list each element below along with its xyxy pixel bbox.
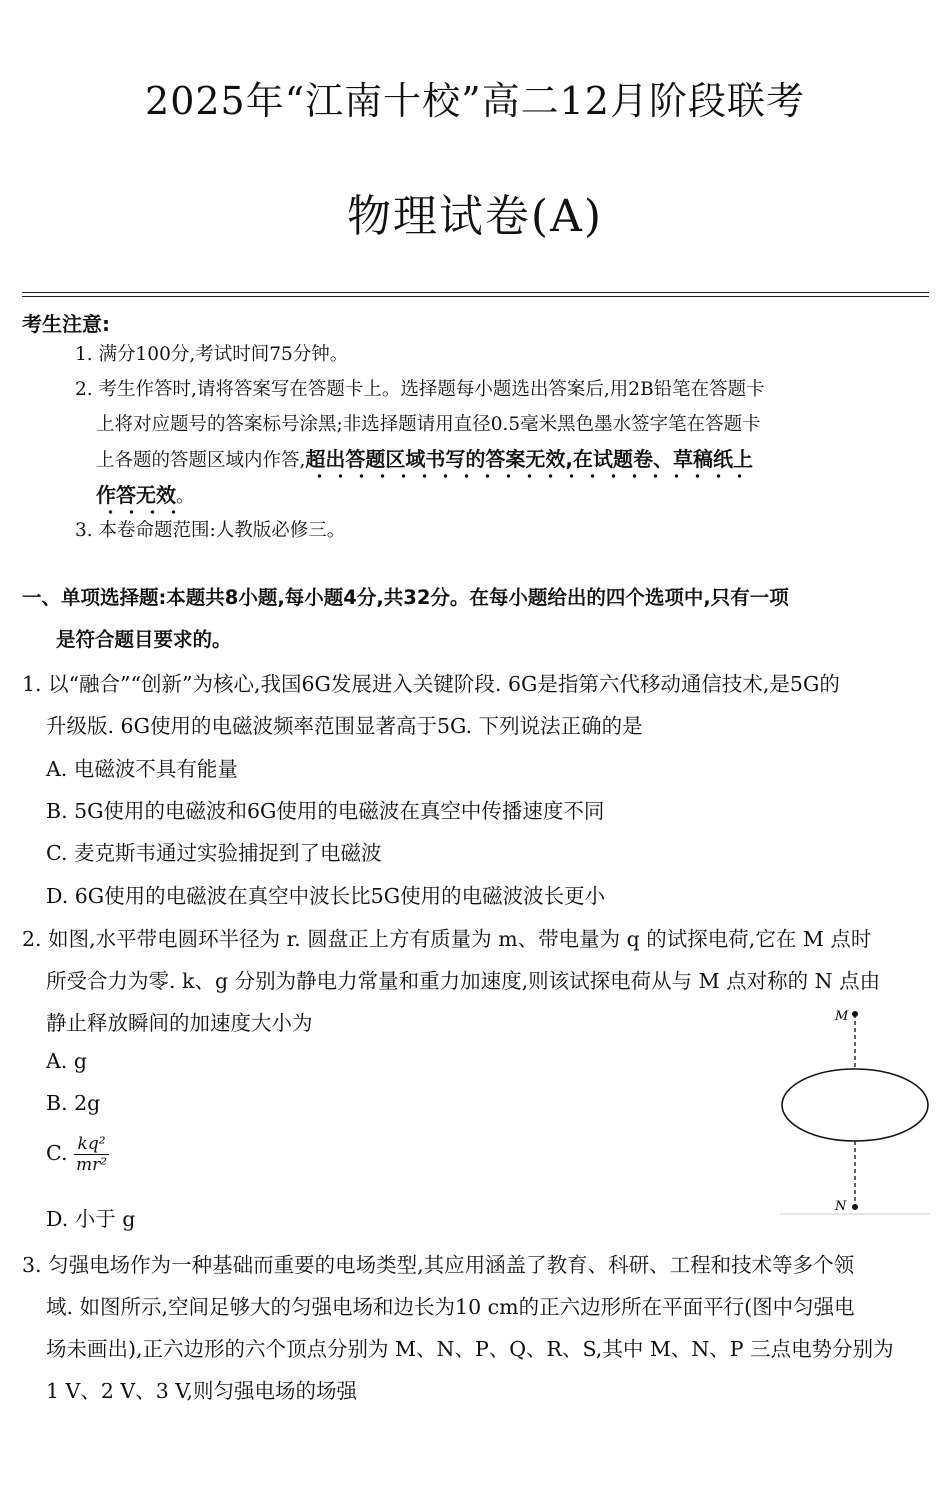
notice-warning-text-2: 作答无效 <box>96 483 176 516</box>
q2-stem-line2: 所受合力为零. k、g 分别为静电力常量和重力加速度,则该试探电荷从与 M 点对称的 N 点由 <box>46 969 881 993</box>
q2-option-b: B. 2g <box>46 1091 101 1115</box>
q3-stem-line3: 场未画出),正六边形的六个顶点分别为 M、N、P、Q、R、S,其中 M、N、P 三点电势分别为 <box>46 1337 894 1361</box>
q1-option-b: B. 5G使用的电磁波和6G使用的电磁波在真空中传播速度不同 <box>46 799 605 823</box>
q2-stem-line1: 2. 如图,水平带电圆环半径为 r. 圆盘正上方有质量为 m、带电量为 q 的试探电荷,它在 M 点时 <box>22 927 872 951</box>
point-n <box>852 1204 858 1210</box>
divider-top <box>22 292 929 293</box>
q2-option-c-fraction <box>74 1134 109 1175</box>
q2-option-d: D. 小于 g <box>46 1207 136 1231</box>
section-heading-line2: 是符合题目要求的。 <box>56 628 232 651</box>
notice-item-2-line4-end: 。 <box>176 486 195 507</box>
notice-item-2-line1: 2. 考生作答时,请将答案写在答题卡上。选择题每小题选出答案后,用2B铅笔在答题卡 <box>75 379 765 400</box>
point-m <box>852 1011 858 1017</box>
q2-stem-line3: 静止释放瞬间的加速度大小为 <box>46 1011 313 1035</box>
q1-option-d: D. 6G使用的电磁波在真空中波长比5G使用的电磁波波长更小 <box>46 884 606 908</box>
label-m: M <box>835 1009 849 1024</box>
q1-option-c: C. 麦克斯韦通过实验捕捉到了电磁波 <box>46 841 382 865</box>
notice-item-1: 1. 满分100分,考试时间75分钟。 <box>75 344 349 365</box>
notice-item-2-line3 <box>96 443 753 477</box>
page-title: 2025年“江南十校”高二12月阶段联考 <box>145 79 805 123</box>
q1-stem-line1: 1. 以“融合”“创新”为核心,我国6G发展进入关键阶段. 6G是指第六代移动通信技术,是5G的 <box>22 672 840 696</box>
q2-option-c <box>46 1134 109 1175</box>
q2-ring-figure <box>775 1000 935 1220</box>
page-subtitle: 物理试卷(A) <box>346 191 604 242</box>
q3-stem-line4: 1 V、2 V、3 V,则匀强电场的场强 <box>46 1379 358 1403</box>
q3-stem-line1: 3. 匀强电场作为一种基础而重要的电场类型,其应用涵盖了教育、科研、工程和技术等多个领 <box>22 1253 855 1277</box>
notice-item-3: 3. 本卷命题范围:人教版必修三。 <box>75 520 346 541</box>
q2-option-c-label: C. <box>46 1141 68 1165</box>
q1-option-a: A. 电磁波不具有能量 <box>46 757 238 781</box>
fraction-numerator: kq² <box>74 1134 109 1155</box>
notice-item-2-line4 <box>96 479 195 513</box>
notice-heading: 考生注意: <box>22 312 110 336</box>
charged-ring <box>782 1069 928 1141</box>
q1-stem-line2: 升级版. 6G使用的电磁波频率范围显著高于5G. 下列说法正确的是 <box>46 714 643 738</box>
notice-item-2-line3-plain: 上各题的答题区域内作答, <box>96 450 306 471</box>
section-heading-line1: 一、单项选择题:本题共8小题,每小题4分,共32分。在每小题给出的四个选项中,只有一项 <box>22 586 789 609</box>
q3-stem-line2: 域. 如图所示,空间足够大的匀强电场和边长为10 cm的正六边形所在平面平行(图中匀强电 <box>46 1295 855 1319</box>
label-n: N <box>835 1199 847 1214</box>
fraction-denominator: mr² <box>76 1155 108 1175</box>
notice-item-2-line2: 上将对应题号的答案标号涂黑;非选择题请用直径0.5毫米黑色墨水签字笔在答题卡 <box>96 414 761 435</box>
notice-warning-text: 超出答题区域书写的答案无效,在试题卷、草稿纸上 <box>305 447 753 480</box>
q2-option-a: A. g <box>46 1049 87 1073</box>
divider-bottom <box>22 296 929 297</box>
